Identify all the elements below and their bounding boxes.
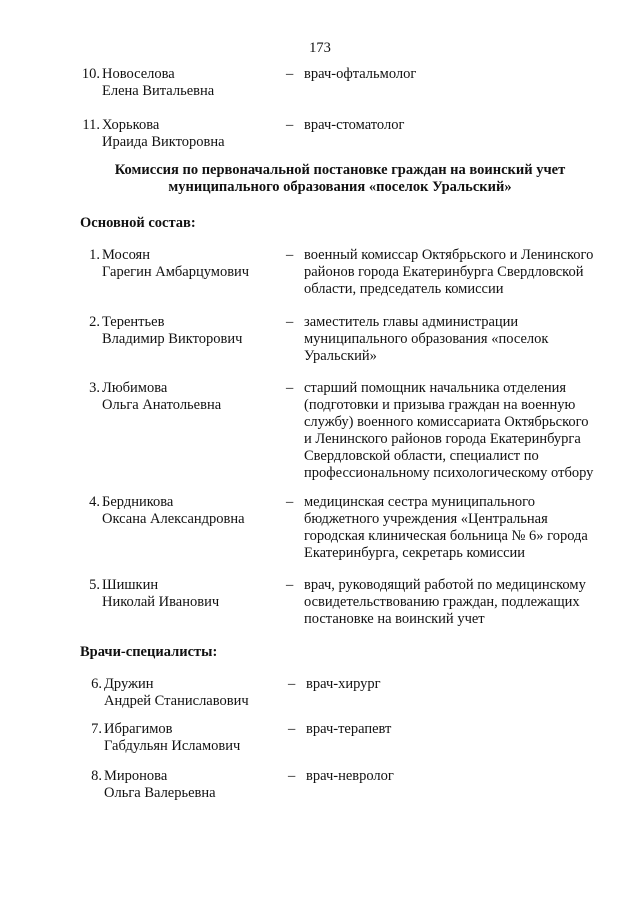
role-line: и Ленинского районов города Екатеринбурга [304, 431, 581, 447]
role-line: Екатеринбурга, секретарь комиссии [304, 545, 526, 561]
role-line: врач, руководящий работой по медицинскому [304, 577, 586, 593]
role-description [304, 380, 624, 482]
role-description [304, 247, 624, 298]
person-name [102, 314, 242, 348]
dash: – [286, 117, 294, 133]
person-name [102, 66, 214, 100]
page-number: 173 [309, 40, 331, 56]
surname: Ибрагимов [104, 721, 173, 737]
given-names: Ольга Валерьевна [104, 785, 216, 801]
dash: – [288, 768, 296, 784]
role-line: Свердловской области, специалист по [304, 448, 539, 464]
role-line: (подготовки и призыва граждан на военную [304, 397, 576, 413]
dash: – [286, 577, 294, 593]
entry-number: 10. [81, 66, 100, 82]
surname: Хорькова [102, 117, 160, 133]
dash: – [288, 721, 296, 737]
role-line: врач-стоматолог [304, 117, 405, 133]
surname: Новоселова [102, 66, 175, 82]
commission-title [60, 162, 620, 196]
role-line: освидетельствованию граждан, подлежащих [304, 594, 580, 610]
role-line: старший помощник начальника отделения [304, 380, 567, 396]
role-description [304, 117, 624, 134]
specialists-section-heading: Врачи-специалисты: [80, 644, 218, 660]
commission-title-line: Комиссия по первоначальной постановке граждан на воинский учет [114, 162, 566, 178]
entry-number: 11. [82, 117, 100, 133]
role-line: службу) военного комиссариата Октябрьского [304, 414, 589, 430]
surname: Миронова [104, 768, 168, 784]
entry-number: 7. [91, 721, 102, 737]
given-names: Гарегин Амбарцумович [102, 264, 250, 280]
given-names: Андрей Станиславович [104, 693, 249, 709]
role-line: заместитель главы администрации [304, 314, 519, 330]
role-description [306, 768, 626, 785]
given-names: Елена Витальевна [102, 83, 215, 99]
role-line: врач-офтальмолог [304, 66, 417, 82]
role-line: районов города Екатеринбурга Свердловской [304, 264, 584, 280]
role-line: городская клиническая больница № 6» города [304, 528, 588, 544]
surname: Мосоян [102, 247, 150, 263]
person-name [102, 380, 221, 414]
surname: Любимова [102, 380, 168, 396]
person-name [102, 577, 219, 611]
role-line: врач-хирург [306, 676, 381, 692]
dash: – [286, 66, 294, 82]
entry-number: 6. [91, 676, 102, 692]
person-name [102, 117, 225, 151]
role-description [304, 577, 624, 628]
given-names: Ираида Викторовна [102, 134, 225, 150]
surname: Дружин [104, 676, 154, 692]
role-line: военный комиссар Октябрьского и Ленинского [304, 247, 594, 263]
dash: – [286, 247, 294, 263]
person-name [102, 494, 245, 528]
person-name [104, 721, 240, 755]
entry-number: 5. [89, 577, 100, 593]
role-description [306, 721, 626, 738]
role-line: профессиональному психологическому отбору [304, 465, 594, 481]
given-names: Николай Иванович [102, 594, 220, 610]
role-description [304, 66, 624, 83]
person-name [104, 676, 249, 710]
dash: – [286, 314, 294, 330]
role-description [306, 676, 626, 693]
person-name [102, 247, 249, 281]
role-line: врач-невролог [306, 768, 394, 784]
role-line: постановке на воинский учет [304, 611, 485, 627]
given-names: Ольга Анатольевна [102, 397, 222, 413]
person-name [104, 768, 216, 802]
entry-number: 2. [89, 314, 100, 330]
given-names: Оксана Александровна [102, 511, 245, 527]
role-line: Уральский» [304, 348, 377, 364]
role-line: врач-терапевт [306, 721, 392, 737]
commission-title-line: муниципального образования «поселок Уральский» [168, 179, 512, 195]
role-line: муниципального образования «поселок [304, 331, 549, 347]
main-section-heading: Основной состав: [80, 215, 196, 231]
dash: – [288, 676, 296, 692]
role-description [304, 314, 624, 365]
role-line: медицинская сестра муниципального [304, 494, 535, 510]
role-line: области, председатель комиссии [304, 281, 504, 297]
surname: Бердникова [102, 494, 174, 510]
given-names: Владимир Викторович [102, 331, 243, 347]
dash: – [286, 494, 294, 510]
role-line: бюджетного учреждения «Центральная [304, 511, 548, 527]
surname: Терентьев [102, 314, 165, 330]
given-names: Габдульян Исламович [104, 738, 241, 754]
role-description [304, 494, 624, 562]
surname: Шишкин [102, 577, 159, 593]
entry-number: 1. [89, 247, 100, 263]
entry-number: 4. [89, 494, 100, 510]
entry-number: 3. [89, 380, 100, 396]
entry-number: 8. [91, 768, 102, 784]
dash: – [286, 380, 294, 396]
